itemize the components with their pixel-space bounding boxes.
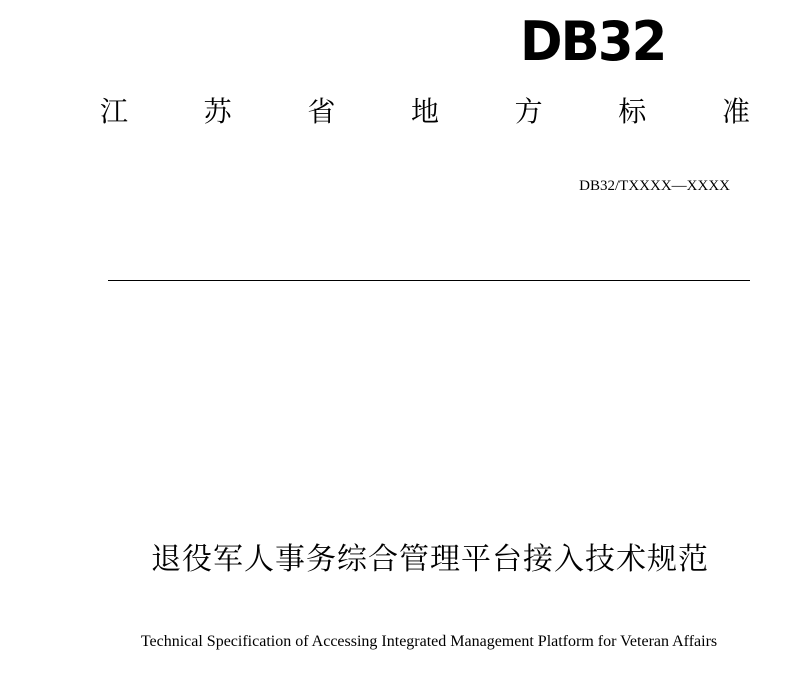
standard-type-char: 苏 — [203, 95, 232, 128]
standard-type-char: 地 — [410, 95, 439, 128]
document-title-chinese: 退役军人事务综合管理平台接入技术规范 — [151, 542, 709, 577]
standard-type-char: 江 — [100, 95, 129, 128]
standard-type-char: 方 — [514, 95, 543, 128]
header-divider — [108, 280, 750, 281]
standard-type-char: 标 — [618, 95, 647, 128]
standard-type-heading — [100, 92, 750, 132]
standard-number: DB32/TXXXX—XXXX — [579, 178, 730, 194]
standard-type-char: 准 — [721, 95, 750, 128]
standard-type-char: 省 — [307, 95, 336, 128]
document-title-english: Technical Specification of Accessing Integrated Management Platform for Veteran Affairs — [140, 633, 718, 650]
standard-code-logo: DB32 — [520, 10, 666, 73]
